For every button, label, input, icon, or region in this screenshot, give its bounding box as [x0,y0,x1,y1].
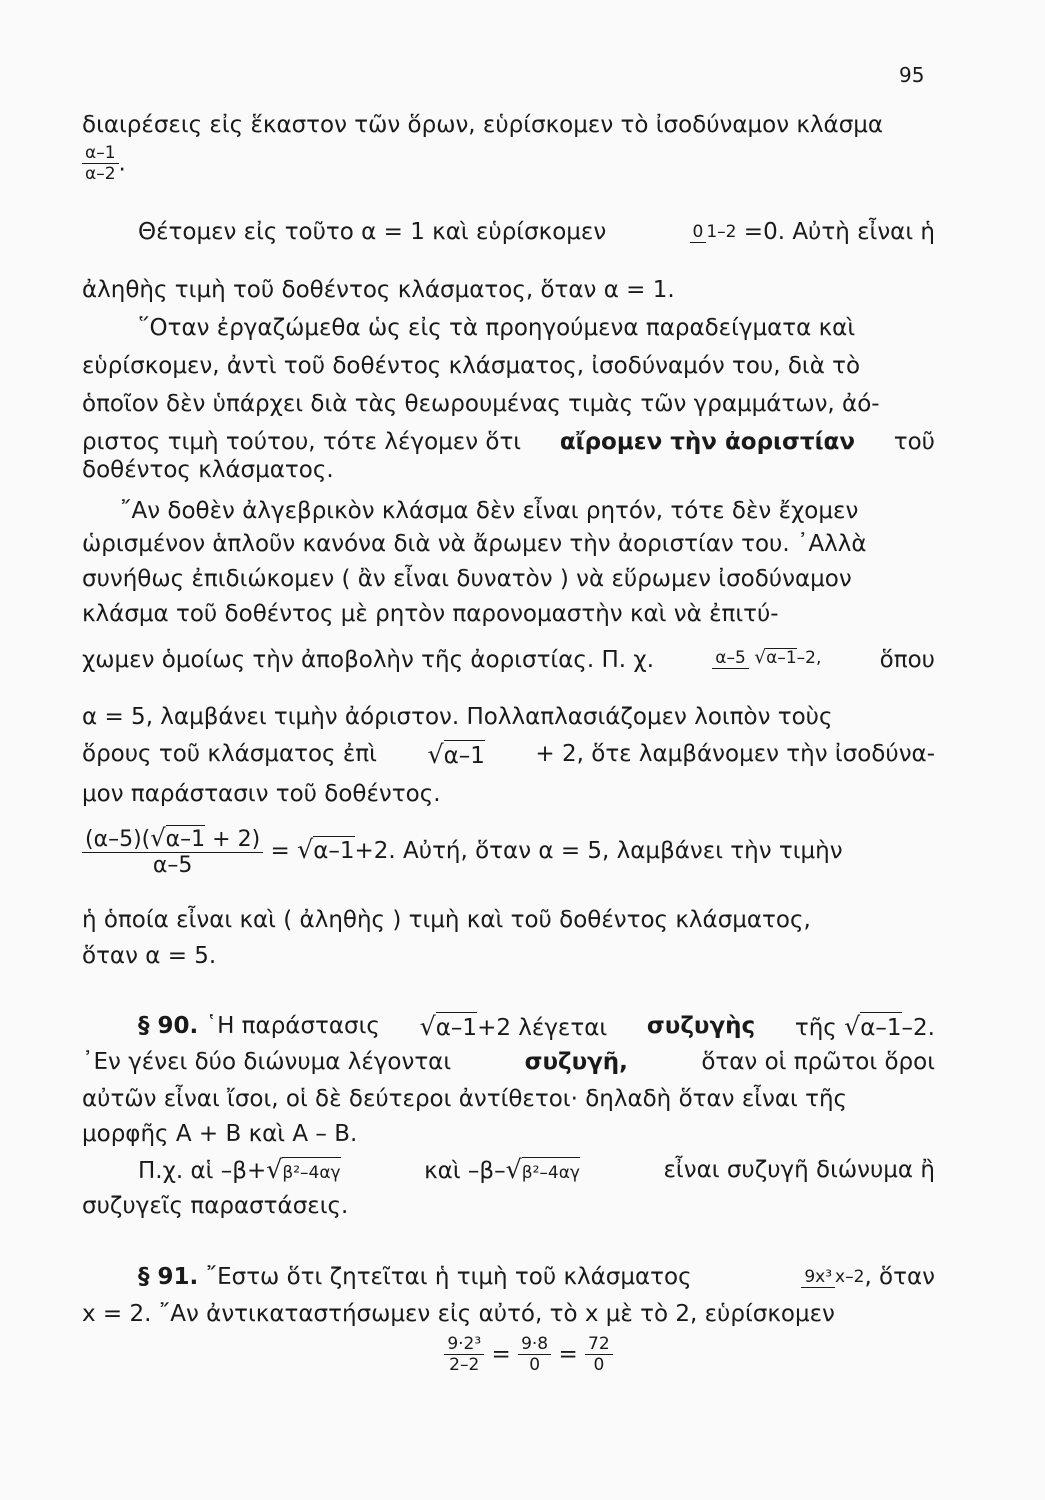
text-line: διαιρέσεις εἰς ἕκαστον τῶν ὅρων, εὑρίσκομεν τὸ ἰσοδύναμον κλάσμα [82,112,884,138]
text-line: ὁποῖον δὲν ὑπάρχει διὰ τὰς θεωρουμένας τιμὰς τῶν γραμμάτων, ἀό- [82,391,880,417]
text-line: συζυγεῖς παραστάσεις. [82,1193,349,1219]
fraction: α–5 √α–1–2, [712,646,821,674]
section-heading-line: § 91. ῎Εστω ὅτι ζητεῖται ἡ τιμὴ τοῦ κλάσματος 9x³ x–2, ὅταν [138,1264,935,1290]
text-line: εὑρίσκομεν, ἀντὶ τοῦ δοθέντος κλάσματος, ἰσοδύναμόν του, διὰ τὸ [82,353,861,379]
text-line: ριστος τιμὴ τούτου, τότε λέγομεν ὅτι αἴρομεν τὴν ἀοριστίαν τοῦ [82,429,935,455]
fraction: $\frac{9\cdot 8}{0}$ [518,1336,551,1374]
equation-line: $\frac{\text{9·2³}}{2-2}$ = $\frac{9\cdot 8}{0}$ = $\frac{72}{0}$ [82,1336,955,1374]
section-heading-line: § 90. ῾Η παράστασις √α–1+2 λέγεται συζυγὴς τῆς √α–1–2. [138,1012,935,1041]
text-line: ὅταν α = 5. [82,943,217,969]
bold-term: συζυγῆ, [524,1049,628,1075]
text-line: Θέτομεν εἰς τοῦτο α = 1 καὶ εὑρίσκομεν 0 1–2 =0. Αὐτὴ εἶναι ἡ [138,219,935,245]
text-line: ῎Αν δοθὲν ἀλγεβρικὸν κλάσμα δὲν εἶναι ρητόν, τότε δὲν ἔχομεν [120,498,859,524]
bold-term: συζυγὴς [646,1013,756,1039]
text-line: κλάσμα τοῦ δοθέντος μὲ ρητὸν παρονομαστὴν καὶ νὰ ἐπιτύ- [82,601,779,627]
fraction-line: $\frac{\alpha-1}{\alpha-2}$ . [82,145,935,183]
text-line: ᾿Εν γένει δύο διώνυμα λέγονται συζυγῆ, ὅταν οἱ πρῶτοι ὅροι [82,1049,935,1075]
fraction: $\frac{(\alpha-5)(√\alpha-1 + 2)}{\alpha-5}$ [82,826,263,877]
equation-line: $\frac{(\alpha-5)(√\alpha-1 + 2)}{\alpha-5}$ = √α–1+2. Αὐτή, ὅταν α = 5, λαμβάνει τὴν τιμὴν [82,826,935,877]
page-number: 95 [899,63,925,87]
text-line: μορφῆς Α + Β καὶ Α – Β. [82,1121,358,1147]
fraction: 0 1–2 [690,222,737,243]
text-line: συνήθως ἐπιδιώκομεν ( ἂν εἶναι δυνατὸν ) νὰ εὕρωμεν ἰσοδύναμον [82,566,852,592]
fraction: $\frac{72}{0}$ [585,1336,613,1374]
section-number: § 90. [138,1013,199,1039]
fraction: $\frac{\text{9·2³}}{2-2}$ [444,1336,484,1374]
text-line: α = 5, λαμβάνει τιμὴν ἀόριστον. Πολλαπλασιάζομεν λοιπὸν τοὺς [82,704,833,730]
text-line: Π.χ. αἱ –β+√β²–4αγ καὶ –β–√β²–4αγ εἶναι συζυγῆ διώνυμα ἢ [82,1156,935,1187]
radical: α–1 [313,838,355,864]
text-line: δοθέντος κλάσματος. [82,457,334,483]
bold-term: αἴρομεν τὴν ἀοριστίαν [559,429,856,455]
text-line: ἡ ὁποία εἶναι καὶ ( ἀληθὴς ) τιμὴ καὶ τοῦ δοθέντος κλάσματος, [82,907,811,933]
text-line: χωμεν ὁμοίως τὴν ἀποβολὴν τῆς ἀοριστίας. Π. χ. α–5 √α–1–2, ὅπου [82,647,935,673]
text-line: x = 2. ῎Αν ἀντικαταστήσωμεν εἰς αὐτό, τὸ x μὲ τὸ 2, εὑρίσκομεν [82,1301,835,1327]
text-line: ὅρους τοῦ κλάσματος ἐπὶ √α–1 + 2, ὅτε λαμβάνομεν τὴν ἰσοδύνα- [82,740,935,769]
text-line: ῞Οταν ἐργαζώμεθα ὡς εἰς τὰ προηγούμενα παραδείγματα καὶ [138,315,856,341]
text-line: μον παράστασιν τοῦ δοθέντος. [82,781,441,807]
text-line: ὡρισμένον ἁπλοῦν κανόνα διὰ νὰ ἄρωμεν τὴν ἀοριστίαν του. ᾿Αλλὰ [82,531,867,557]
fraction: 9x³ x–2 [801,1267,864,1288]
section-number: § 91. [138,1264,199,1290]
text-line: αὐτῶν εἶναι ἴσοι, οἱ δὲ δεύτεροι ἀντίθετοι· δηλαδὴ ὅταν εἶναι τῆς [82,1086,848,1112]
fraction: $\frac{\alpha-1}{\alpha-2}$ [82,145,119,183]
radical: α–1 [444,740,485,770]
text-line: ἀληθὴς τιμὴ τοῦ δοθέντος κλάσματος, ὅταν α = 1. [82,277,675,303]
